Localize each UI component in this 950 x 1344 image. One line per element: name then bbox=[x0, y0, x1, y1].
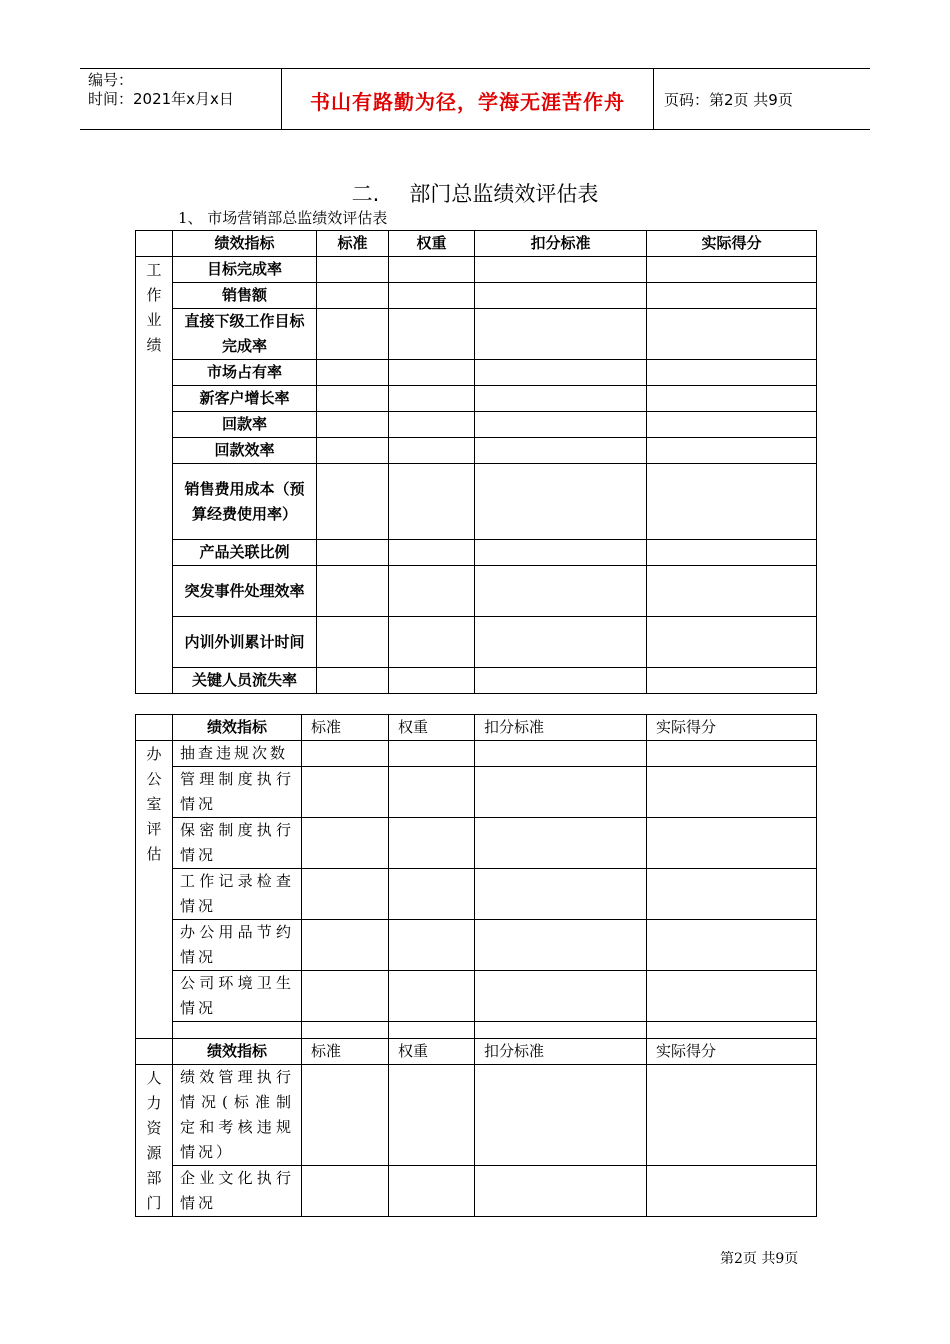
marketing-evaluation-table bbox=[135, 230, 817, 694]
empty-cell[interactable] bbox=[173, 1022, 302, 1039]
header-cell: 权重 bbox=[389, 715, 475, 741]
standard-cell[interactable] bbox=[317, 386, 389, 412]
deduction-cell[interactable] bbox=[475, 566, 647, 617]
table-row bbox=[136, 971, 817, 1022]
score-cell[interactable] bbox=[647, 1065, 817, 1166]
weight-cell[interactable] bbox=[389, 1166, 475, 1217]
deduction-cell[interactable] bbox=[475, 257, 647, 283]
section-title bbox=[0, 178, 950, 208]
table-row bbox=[136, 818, 817, 869]
standard-cell[interactable] bbox=[317, 283, 389, 309]
standard-cell[interactable] bbox=[302, 741, 389, 767]
header-motto: 书山有路勤为径，学海无涯苦作舟 bbox=[310, 90, 625, 114]
score-cell[interactable] bbox=[647, 386, 817, 412]
time-label: 时间：2021年x月x日 bbox=[88, 90, 234, 108]
table-header-row bbox=[136, 1039, 817, 1065]
table-row bbox=[136, 1166, 817, 1217]
table-row bbox=[136, 386, 817, 412]
score-cell[interactable] bbox=[647, 360, 817, 386]
table-subtitle: 1、 市场营销部总监绩效评估表 bbox=[178, 209, 388, 227]
score-cell[interactable] bbox=[647, 920, 817, 971]
table-row bbox=[136, 309, 817, 360]
header-cell: 权重 bbox=[389, 1039, 475, 1065]
header-cell: 实际得分 bbox=[647, 715, 817, 741]
table-row bbox=[136, 1065, 817, 1166]
deduction-cell[interactable] bbox=[475, 741, 647, 767]
table-row bbox=[136, 540, 817, 566]
weight-cell[interactable] bbox=[389, 412, 475, 438]
header-cell: 实际得分 bbox=[647, 1039, 817, 1065]
score-cell[interactable] bbox=[647, 741, 817, 767]
empty-cell[interactable] bbox=[302, 1022, 389, 1039]
table-row bbox=[136, 767, 817, 818]
weight-cell[interactable] bbox=[389, 767, 475, 818]
deduction-cell[interactable] bbox=[475, 1065, 647, 1166]
score-cell[interactable] bbox=[647, 464, 817, 540]
table-row bbox=[136, 920, 817, 971]
standard-cell[interactable] bbox=[317, 257, 389, 283]
weight-cell[interactable] bbox=[389, 617, 475, 668]
weight-cell[interactable] bbox=[389, 1065, 475, 1166]
score-cell[interactable] bbox=[647, 869, 817, 920]
deduction-cell[interactable] bbox=[475, 309, 647, 360]
standard-cell[interactable] bbox=[317, 464, 389, 540]
header-cell: 扣分标准 bbox=[475, 231, 647, 257]
deduction-cell[interactable] bbox=[475, 283, 647, 309]
header-cell-empty bbox=[136, 231, 173, 257]
indicator-cell: 工作记录检查情况 bbox=[173, 869, 302, 920]
weight-cell[interactable] bbox=[389, 540, 475, 566]
standard-cell[interactable] bbox=[302, 971, 389, 1022]
indicator-cell: 保密制度执行情况 bbox=[173, 818, 302, 869]
indicator-cell: 回款效率 bbox=[173, 438, 317, 464]
deduction-cell[interactable] bbox=[475, 971, 647, 1022]
table-row bbox=[136, 869, 817, 920]
score-cell[interactable] bbox=[647, 283, 817, 309]
empty-cell[interactable] bbox=[389, 1022, 475, 1039]
indicator-cell: 市场占有率 bbox=[173, 360, 317, 386]
header-cell: 标准 bbox=[317, 231, 389, 257]
table-row bbox=[136, 668, 817, 694]
deduction-cell[interactable] bbox=[475, 668, 647, 694]
standard-cell[interactable] bbox=[302, 869, 389, 920]
weight-cell[interactable] bbox=[389, 438, 475, 464]
indicator-cell: 公司环境卫生情况 bbox=[173, 971, 302, 1022]
deduction-cell[interactable] bbox=[475, 617, 647, 668]
weight-cell[interactable] bbox=[389, 386, 475, 412]
indicator-cell: 内训外训累计时间 bbox=[173, 617, 317, 668]
indicator-cell: 销售额 bbox=[173, 283, 317, 309]
table-row bbox=[136, 438, 817, 464]
header-cell-empty bbox=[136, 1039, 173, 1065]
header-divider bbox=[653, 69, 654, 129]
table-row bbox=[136, 741, 817, 767]
score-cell[interactable] bbox=[647, 1166, 817, 1217]
weight-cell[interactable] bbox=[389, 309, 475, 360]
section-number: 二. bbox=[351, 182, 380, 206]
empty-cell[interactable] bbox=[647, 1022, 817, 1039]
weight-cell[interactable] bbox=[389, 668, 475, 694]
deduction-cell[interactable] bbox=[475, 412, 647, 438]
deduction-cell[interactable] bbox=[475, 360, 647, 386]
indicator-cell: 回款率 bbox=[173, 412, 317, 438]
standard-cell[interactable] bbox=[317, 309, 389, 360]
standard-cell[interactable] bbox=[317, 360, 389, 386]
table-row bbox=[136, 257, 817, 283]
page-header bbox=[80, 68, 870, 130]
indicator-cell: 企业文化执行情况 bbox=[173, 1166, 302, 1217]
deduction-cell[interactable] bbox=[475, 767, 647, 818]
header-cell: 实际得分 bbox=[647, 231, 817, 257]
table-row bbox=[136, 360, 817, 386]
header-cell: 权重 bbox=[389, 231, 475, 257]
weight-cell[interactable] bbox=[389, 920, 475, 971]
indicator-cell: 销售费用成本（预算经费使用率） bbox=[173, 464, 317, 540]
header-cell: 标准 bbox=[302, 1039, 389, 1065]
table-row bbox=[136, 464, 817, 540]
score-cell[interactable] bbox=[647, 617, 817, 668]
header-cell: 绩效指标 bbox=[173, 231, 317, 257]
table-row bbox=[136, 283, 817, 309]
deduction-cell[interactable] bbox=[475, 1166, 647, 1217]
office-hr-evaluation-table bbox=[135, 714, 817, 1217]
standard-cell[interactable] bbox=[302, 1065, 389, 1166]
indicator-cell: 直接下级工作目标完成率 bbox=[173, 309, 317, 360]
standard-cell[interactable] bbox=[317, 668, 389, 694]
header-meta bbox=[88, 71, 234, 109]
header-cell: 绩效指标 bbox=[173, 715, 302, 741]
weight-cell[interactable] bbox=[389, 464, 475, 540]
header-page-number: 页码：第2页 共9页 bbox=[664, 91, 793, 109]
deduction-cell[interactable] bbox=[475, 540, 647, 566]
category-cell: 工 作 业 绩 bbox=[136, 257, 173, 694]
standard-cell[interactable] bbox=[317, 617, 389, 668]
score-cell[interactable] bbox=[647, 257, 817, 283]
table-row bbox=[136, 617, 817, 668]
empty-cell[interactable] bbox=[475, 1022, 647, 1039]
header-cell: 扣分标准 bbox=[475, 1039, 647, 1065]
deduction-cell[interactable] bbox=[475, 386, 647, 412]
table-header-row bbox=[136, 715, 817, 741]
standard-cell[interactable] bbox=[302, 920, 389, 971]
weight-cell[interactable] bbox=[389, 869, 475, 920]
standard-cell[interactable] bbox=[317, 540, 389, 566]
indicator-cell: 管理制度执行情况 bbox=[173, 767, 302, 818]
section-title-text: 部门总监绩效评估表 bbox=[409, 182, 599, 206]
weight-cell[interactable] bbox=[389, 257, 475, 283]
deduction-cell[interactable] bbox=[475, 438, 647, 464]
score-cell[interactable] bbox=[647, 566, 817, 617]
weight-cell[interactable] bbox=[389, 741, 475, 767]
score-cell[interactable] bbox=[647, 540, 817, 566]
weight-cell[interactable] bbox=[389, 818, 475, 869]
header-cell-empty bbox=[136, 715, 173, 741]
indicator-cell: 办公用品节约情况 bbox=[173, 920, 302, 971]
deduction-cell[interactable] bbox=[475, 818, 647, 869]
score-cell[interactable] bbox=[647, 412, 817, 438]
indicator-cell: 突发事件处理效率 bbox=[173, 566, 317, 617]
standard-cell[interactable] bbox=[302, 1166, 389, 1217]
deduction-cell[interactable] bbox=[475, 464, 647, 540]
indicator-cell: 关键人员流失率 bbox=[173, 668, 317, 694]
standard-cell[interactable] bbox=[317, 412, 389, 438]
indicator-cell: 目标完成率 bbox=[173, 257, 317, 283]
score-cell[interactable] bbox=[647, 309, 817, 360]
category-cell: 办 公 室 评 估 bbox=[136, 741, 173, 1039]
indicator-cell: 产品关联比例 bbox=[173, 540, 317, 566]
deduction-cell[interactable] bbox=[475, 869, 647, 920]
standard-cell[interactable] bbox=[302, 818, 389, 869]
score-cell[interactable] bbox=[647, 971, 817, 1022]
table-row-empty bbox=[136, 1022, 817, 1039]
table-header-row bbox=[136, 231, 817, 257]
indicator-cell: 抽查违规次数 bbox=[173, 741, 302, 767]
deduction-cell[interactable] bbox=[475, 920, 647, 971]
category-cell: 人 力 资 源 部 门 bbox=[136, 1065, 173, 1217]
header-cell: 绩效指标 bbox=[173, 1039, 302, 1065]
header-cell: 标准 bbox=[302, 715, 389, 741]
score-cell[interactable] bbox=[647, 668, 817, 694]
table-row bbox=[136, 566, 817, 617]
standard-cell[interactable] bbox=[317, 438, 389, 464]
weight-cell[interactable] bbox=[389, 283, 475, 309]
weight-cell[interactable] bbox=[389, 971, 475, 1022]
weight-cell[interactable] bbox=[389, 360, 475, 386]
weight-cell[interactable] bbox=[389, 566, 475, 617]
indicator-cell: 绩效管理执行情况(标准制定和考核违规情况） bbox=[173, 1065, 302, 1166]
table-row bbox=[136, 412, 817, 438]
page-footer: 第2页 共9页 bbox=[720, 1251, 799, 1267]
standard-cell[interactable] bbox=[302, 767, 389, 818]
score-cell[interactable] bbox=[647, 818, 817, 869]
score-cell[interactable] bbox=[647, 767, 817, 818]
header-cell: 扣分标准 bbox=[475, 715, 647, 741]
code-label: 编号： bbox=[88, 71, 134, 89]
indicator-cell: 新客户增长率 bbox=[173, 386, 317, 412]
score-cell[interactable] bbox=[647, 438, 817, 464]
standard-cell[interactable] bbox=[317, 566, 389, 617]
